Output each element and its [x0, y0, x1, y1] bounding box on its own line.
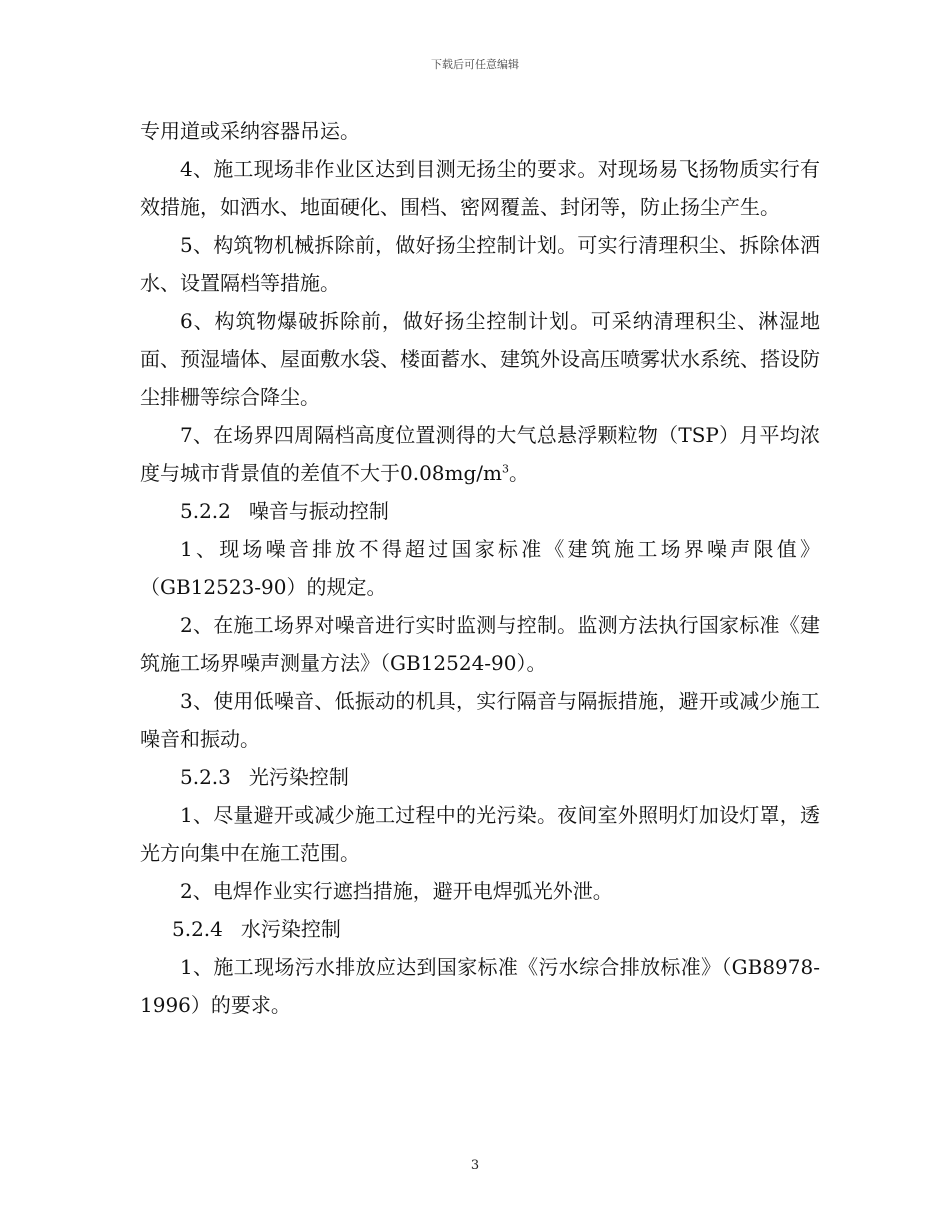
paragraph-noise-2: 2、在施工场界对噪音进行实时监测与控制。监测方法执行国家标准《建筑施工场界噪声测量方法》（GB12524-90）。: [140, 613, 820, 675]
paragraph-item-7: [140, 416, 820, 492]
paragraph-light-1: 1、尽量避开或减少施工过程中的光污染。夜间室外照明灯加设灯罩，透光方向集中在施工范围。: [140, 803, 820, 865]
section-heading-light: [140, 758, 820, 796]
paragraph-item-5: 5、构筑物机械拆除前，做好扬尘控制计划。可实行清理积尘、拆除体洒水、设置隔档等措施。: [140, 233, 820, 295]
paragraph-light-2: 2、电焊作业实行遮挡措施，避开电焊弧光外泄。: [180, 879, 613, 903]
paragraph-item-7-end: 。: [509, 461, 530, 485]
paragraph-water-1: 1、施工现场污水排放应达到国家标准《污水综合排放标准》（GB8978-1996）的要求。: [140, 955, 820, 1017]
page-header: 下载后可任意编辑: [431, 58, 519, 71]
section-title: 水污染控制: [240, 917, 341, 941]
document-body: [140, 112, 820, 1024]
section-heading-water: [140, 910, 820, 948]
section-title: 噪音与振动控制: [248, 499, 389, 523]
page-number: 3: [470, 1158, 480, 1173]
section-heading-noise: [140, 492, 820, 530]
paragraph-continuation: 专用道或采纳容器吊运。: [140, 119, 360, 143]
paragraph-item-6: 6、构筑物爆破拆除前，做好扬尘控制计划。可采纳清理积尘、淋湿地面、预湿墙体、屋面敷水袋、楼面蓄水、建筑外设高压喷雾状水系统、搭设防尘排栅等综合降尘。: [140, 309, 820, 409]
paragraph-noise-3: 3、使用低噪音、低振动的机具，实行隔音与隔振措施，避开或减少施工噪音和振动。: [140, 689, 820, 751]
section-number: 5.2.2: [180, 499, 231, 523]
section-number: 5.2.3: [180, 765, 231, 789]
paragraph-item-7-text: 7、在场界四周隔档高度位置测得的大气总悬浮颗粒物（TSP）月平均浓度与城市背景值的差值不大于0.08mg/m: [140, 423, 820, 485]
paragraph-item-4: 4、施工现场非作业区达到目测无扬尘的要求。对现场易飞扬物质实行有效措施，如洒水、地面硬化、围档、密网覆盖、封闭等，防止扬尘产生。: [140, 157, 820, 219]
paragraph-noise-1: 1、现场噪音排放不得超过国家标准《建筑施工场界噪声限值》（GB12523-90）的规定。: [140, 537, 820, 599]
section-title: 光污染控制: [248, 765, 349, 789]
section-number: 5.2.4: [172, 917, 223, 941]
superscript-cubic: 3: [502, 462, 510, 476]
